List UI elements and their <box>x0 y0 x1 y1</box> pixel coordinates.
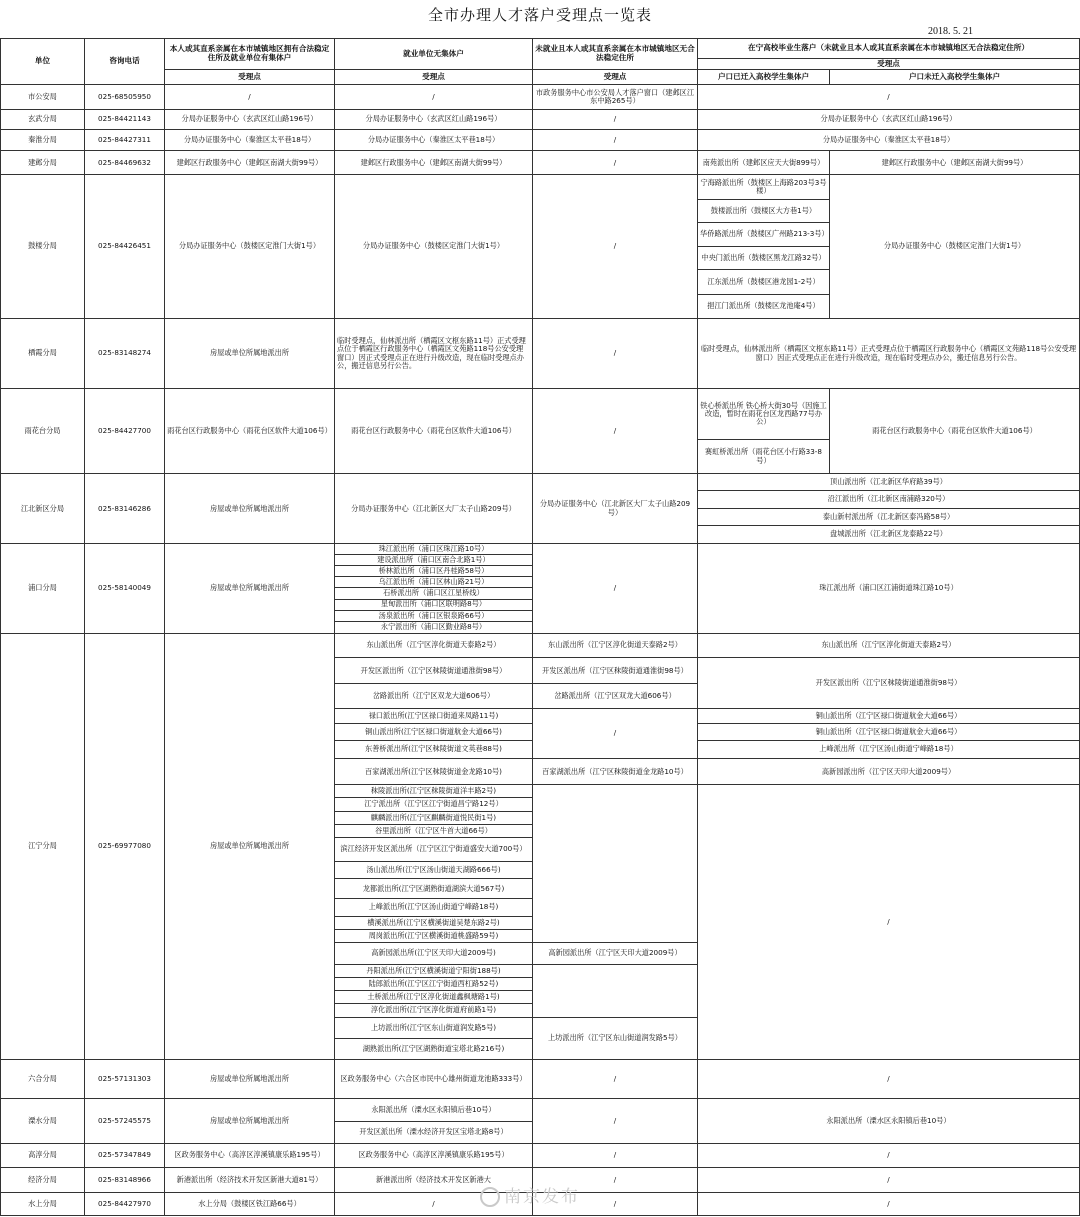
header-c4b: 户口未迁入高校学生集体户 <box>830 70 1080 85</box>
point-cell: 土桥派出所(江宁区淳化街道鑫枫塘路1号) <box>335 991 533 1004</box>
point-cell: 龙都派出所(江宁区湖熟街道湖滨大道567号) <box>335 879 533 899</box>
point-cell: 石桥派出所（浦口区江星桥线） <box>335 588 533 599</box>
header-c1-point: 受理点 <box>165 70 335 85</box>
point-cell: 赛虹桥派出所（雨花台区小行路33-8号） <box>698 439 830 473</box>
empty-cell: / <box>698 1060 1080 1099</box>
point-cell: 高新园派出所(江宁区天印大道2009号) <box>335 942 533 964</box>
point-cell: 汤泉派出所（浦口区银泉路66号） <box>335 610 533 621</box>
point-cell: 新港派出所（经济技术开发区新港大道81号） <box>165 1168 335 1193</box>
point-cell: 南苑派出所（建邺区应天大街899号） <box>698 151 830 175</box>
empty-cell <box>533 785 698 943</box>
point-cell: 雨花台区行政服务中心（雨花台区软件大道106号） <box>335 389 533 474</box>
empty-cell: / <box>698 85 1080 109</box>
unit-cell: 浦口分局 <box>1 543 85 633</box>
point-cell: 分局办证服务中心（秦淮区太平巷18号） <box>698 129 1080 150</box>
table-row <box>1 1060 1080 1099</box>
point-cell: 华侨路派出所（鼓楼区广州路213-3号） <box>698 222 830 246</box>
point-cell: 百家湖派出所(江宁区秣陵街道金龙路10号) <box>335 759 533 785</box>
point-cell: 分局办证服务中心（玄武区红山路196号） <box>165 109 335 129</box>
phone-cell: 025-84469632 <box>85 151 165 175</box>
phone-cell: 025-57347849 <box>85 1143 165 1167</box>
table-row <box>1 129 1080 150</box>
phone-cell: 025-84427700 <box>85 389 165 474</box>
point-cell: 珠江派出所（浦口区江浦街道珠江路10号） <box>698 543 1080 633</box>
point-cell: 分局办证服务中心（秦淮区太平巷18号） <box>165 129 335 150</box>
unit-cell: 江北新区分局 <box>1 474 85 544</box>
empty-cell: / <box>533 389 698 474</box>
point-cell: 东山派出所（江宁区淳化街道天泰路2号） <box>335 633 533 657</box>
point-cell: 滨江经济开发区派出所（江宁区江宁街道盛安大道700号） <box>335 837 533 861</box>
point-cell: 房屋或单位所属地派出所 <box>165 1060 335 1099</box>
table-row <box>1 474 1080 491</box>
point-cell: 开发区派出所（江宁区秣陵街道通淮街98号） <box>698 658 1080 709</box>
point-cell: 中央门派出所（鼓楼区黑龙江路32号） <box>698 247 830 270</box>
point-cell: 房屋或单位所属地派出所 <box>165 543 335 633</box>
phone-cell: 025-83148966 <box>85 1168 165 1193</box>
table-row <box>1 389 1080 440</box>
unit-cell: 雨花台分局 <box>1 389 85 474</box>
point-cell: 分局办证服务中心（江北新区大厂太子山路209号） <box>533 474 698 544</box>
point-cell: 永宁派出所（浦口区勤业路8号） <box>335 621 533 633</box>
point-cell: 房屋或单位所属地派出所 <box>165 633 335 1059</box>
point-cell: 永阳派出所（溧水区永阳镇后巷10号） <box>698 1099 1080 1143</box>
empty-cell: / <box>533 109 698 129</box>
unit-cell: 江宁分局 <box>1 633 85 1059</box>
empty-cell: / <box>533 708 698 758</box>
unit-cell: 栖霞分局 <box>1 318 85 389</box>
header-c4a: 户口已迁入高校学生集体户 <box>698 70 830 85</box>
point-cell: 江宁派出所（江宁区江宁街道昌宁路12号） <box>335 798 533 811</box>
point-cell: 上峰派出所(江宁区汤山街道宁峰路18号) <box>335 899 533 916</box>
empty-cell: / <box>335 1193 533 1216</box>
unit-cell: 鼓楼分局 <box>1 175 85 318</box>
point-cell: 房屋或单位所属地派出所 <box>165 474 335 544</box>
point-cell: 雨花台区行政服务中心（雨花台区软件大道106号） <box>830 389 1080 474</box>
phone-cell: 025-68505950 <box>85 85 165 109</box>
point-cell: 分局办证服务中心（江北新区大厂太子山路209号） <box>335 474 533 544</box>
point-cell: 岔路派出所（江宁区双龙大道606号） <box>533 684 698 708</box>
point-cell: 盘城派出所（江北新区龙泰路22号） <box>698 525 1080 543</box>
point-cell: 水上分局（鼓楼区铁江路66号） <box>165 1193 335 1216</box>
empty-cell: / <box>533 543 698 633</box>
point-cell: 岔路派出所（江宁区双龙大道606号） <box>335 684 533 708</box>
empty-cell: 铜山派出所（江宁区禄口街道航金大道66号） <box>698 708 1080 723</box>
point-cell: 桥林派出所（浦口区丹桂路58号） <box>335 566 533 577</box>
point-cell: 分局办证服务中心（秦淮区太平巷18号） <box>335 129 533 150</box>
empty-cell: / <box>533 1168 698 1193</box>
empty-cell: / <box>165 85 335 109</box>
point-cell: 分局办证服务中心（鼓楼区定淮门大街1号） <box>335 175 533 318</box>
point-cell: 建设派出所（浦口区南合北路1号） <box>335 555 533 566</box>
point-cell: 丹阳派出所(江宁区横溪街道宁阳街188号) <box>335 965 533 978</box>
unit-cell: 秦淮分局 <box>1 129 85 150</box>
table-row <box>1 633 1080 657</box>
point-cell: 星甸派出所（浦口区联明路8号） <box>335 599 533 610</box>
page-title: 全市办理人才落户受理点一览表 <box>427 6 652 24</box>
point-cell: 挹江门派出所（鼓楼区龙池庵4号） <box>698 294 830 318</box>
point-cell: 江东派出所（鼓楼区港龙园1-2号） <box>698 270 830 294</box>
unit-cell: 溧水分局 <box>1 1099 85 1143</box>
point-cell: 上峰派出所（江宁区汤山街道宁峰路18号） <box>698 740 1080 758</box>
header-unit: 单位 <box>1 39 85 85</box>
point-cell: 陆郎派出所(江宁区江宁街道西杠路52号) <box>335 978 533 991</box>
point-cell: 区政务服务中心（高淳区淳溪镇康乐路195号） <box>335 1143 533 1167</box>
table-row <box>1 318 1080 389</box>
empty-cell: / <box>533 1099 698 1143</box>
point-cell: 汤山派出所(江宁区汤山街道天湖路666号) <box>335 862 533 879</box>
table-row <box>1 151 1080 175</box>
point-cell: 开发区派出所（江宁区秣陵街道通淮街98号） <box>533 658 698 684</box>
point-cell: 临时受理点，仙林派出所（栖霞区文枢东路11号）正式受理点位于栖霞区行政服务中心（栖霞区文苑路118号公安受理窗口）因正式受理点正在进行升级改造，现在临时受理点办公，搬迁信息另行公告。 <box>698 318 1080 389</box>
table-row <box>1 1143 1080 1167</box>
point-cell: 铁心桥派出所 铁心桥大街30号（因施工改造，暂时在雨花台区龙西路77号办公） <box>698 389 830 440</box>
empty-cell: / <box>533 129 698 150</box>
table-row <box>1 85 1080 109</box>
unit-cell: 市公安局 <box>1 85 85 109</box>
empty-cell: / <box>698 1168 1080 1193</box>
point-cell: 东山派出所（江宁区淳化街道天泰路2号） <box>698 633 1080 657</box>
header-phone: 咨询电话 <box>85 39 165 85</box>
point-cell: 东山派出所（江宁区淳化街道天泰路2号） <box>533 633 698 657</box>
point-cell: 鼓楼派出所（鼓楼区大方巷1号） <box>698 199 830 222</box>
point-cell: 建邺区行政服务中心（建邺区南湖大街99号） <box>335 151 533 175</box>
point-cell: 泰山新村派出所（江北新区泰冯路58号） <box>698 508 1080 525</box>
point-cell: 高新园派出所（江宁区天印大道2009号） <box>698 759 1080 785</box>
point-cell: 高新园派出所（江宁区天印大道2009号） <box>533 942 698 964</box>
empty-cell: / <box>533 1193 698 1216</box>
point-cell: 上坊派出所（江宁区东山街道润发路5号） <box>533 1017 698 1059</box>
phone-cell: 025-84421143 <box>85 109 165 129</box>
header-c4: 在宁高校毕业生落户（未就业且本人或其直系亲属在本市城镇地区无合法稳定住所） <box>698 39 1080 59</box>
empty-cell <box>533 965 698 1018</box>
phone-cell: 025-84427970 <box>85 1193 165 1216</box>
point-cell: 湖熟派出所(江宁区湖熟街道宝塔北路216号) <box>335 1038 533 1059</box>
point-cell: 沿江派出所（江北新区南浦路320号） <box>698 491 1080 508</box>
phone-cell: 025-69977080 <box>85 633 165 1059</box>
unit-cell: 高淳分局 <box>1 1143 85 1167</box>
point-cell: 房屋或单位所属地派出所 <box>165 318 335 389</box>
empty-cell: / <box>533 318 698 389</box>
watermark <box>480 1182 580 1207</box>
header-c3: 未就业且本人或其直系亲属在本市城镇地区无合法稳定住所 <box>533 39 698 70</box>
table-row <box>1 1099 1080 1121</box>
table-row <box>1 175 1080 199</box>
table-row <box>1 543 1080 554</box>
empty-cell: / <box>698 785 1080 1060</box>
unit-cell: 经济分局 <box>1 1168 85 1193</box>
header-c2-point: 受理点 <box>335 70 533 85</box>
point-cell: 开发区派出所（江宁区秣陵街道通淮街98号） <box>335 658 533 684</box>
point-cell: 铜山派出所（江宁区禄口街道航金大道66号） <box>698 723 1080 740</box>
point-cell: 淳化派出所(江宁区淳化街道府前路1号) <box>335 1004 533 1017</box>
point-cell: 市政务服务中心市公安局人才落户窗口（建邺区江东中路265号） <box>533 85 698 109</box>
table-row <box>1 109 1080 129</box>
point-cell: 谷里派出所（江宁区牛首大道66号） <box>335 824 533 837</box>
point-cell: 开发区派出所（溧水经济开发区宝塔北路8号） <box>335 1121 533 1143</box>
empty-cell: / <box>335 85 533 109</box>
point-cell: 顶山派出所（江北新区华府路39号） <box>698 474 1080 491</box>
point-cell: 东善桥派出所(江宁区秣陵街道文英巷88号) <box>335 740 533 758</box>
watermark-text: 南京发布 <box>504 1187 580 1207</box>
point-cell: 永阳派出所（溧水区永阳镇后巷10号） <box>335 1099 533 1121</box>
point-cell: 分局办证服务中心（玄武区红山路196号） <box>698 109 1080 129</box>
phone-cell: 025-58140049 <box>85 543 165 633</box>
phone-cell: 025-83146286 <box>85 474 165 544</box>
point-cell: 宁海路派出所（鼓楼区上海路203号3号楼） <box>698 175 830 199</box>
point-cell: 百家湖派出所（江宁区秣陵街道金龙路10号） <box>533 759 698 785</box>
point-cell: 周岗派出所(江宁区横溪街道桃盛路59号) <box>335 929 533 942</box>
empty-cell: / <box>698 1143 1080 1167</box>
point-cell: 分局办证服务中心（玄武区红山路196号） <box>335 109 533 129</box>
point-cell: 区政务服务中心（高淳区淳溪镇康乐路195号） <box>165 1143 335 1167</box>
point-cell: 房屋或单位所属地派出所 <box>165 1099 335 1143</box>
empty-cell: / <box>533 175 698 318</box>
point-cell: 乌江派出所（浦口区林山路21号） <box>335 577 533 588</box>
header-c2: 就业单位无集体户 <box>335 39 533 70</box>
point-cell: 区政务服务中心（六合区市民中心雄州街道龙池路333号） <box>335 1060 533 1099</box>
unit-cell: 水上分局 <box>1 1193 85 1216</box>
point-cell: 分局办证服务中心（鼓楼区定淮门大街1号） <box>165 175 335 318</box>
header-c3-point: 受理点 <box>533 70 698 85</box>
point-cell: 横溪派出所(江宁区横溪街道吴楚东路2号) <box>335 916 533 929</box>
date-label: 2018. 5. 21 <box>928 26 973 37</box>
phone-cell: 025-57131303 <box>85 1060 165 1099</box>
point-cell: 临时受理点，仙林派出所（栖霞区文枢东路11号）正式受理点位于栖霞区行政服务中心（栖霞区文苑路118号公安受理窗口）因正式受理点正在进行升级改造，现在临时受理点办公，搬迁信息另行公告。 <box>335 318 533 389</box>
point-cell: 麒麟派出所(江宁区麒麟街道悦民街1号) <box>335 811 533 824</box>
empty-cell: / <box>533 151 698 175</box>
phone-cell: 025-84426451 <box>85 175 165 318</box>
phone-cell: 025-84427311 <box>85 129 165 150</box>
point-cell: 建邺区行政服务中心（建邺区南湖大街99号） <box>165 151 335 175</box>
point-cell: 禄口派出所(江宁区禄口街道来凤路11号) <box>335 708 533 723</box>
point-cell: 新港派出所（经济技术开发区新港大 <box>335 1168 533 1193</box>
header-c1: 本人或其直系亲属在本市城镇地区拥有合法稳定住所及就业单位有集体户 <box>165 39 335 70</box>
point-cell: 秣陵派出所(江宁区秣陵街道洋丰路2号) <box>335 785 533 798</box>
point-cell: 雨花台区行政服务中心（雨花台区软件大道106号） <box>165 389 335 474</box>
point-cell: 珠江派出所（浦口区珠江路10号） <box>335 543 533 554</box>
point-cell: 铜山派出所(江宁区禄口街道航金大道66号) <box>335 723 533 740</box>
phone-cell: 025-57245575 <box>85 1099 165 1143</box>
empty-cell: / <box>533 1143 698 1167</box>
header-c4-point: 受理点 <box>698 59 1080 70</box>
empty-cell: / <box>698 1193 1080 1216</box>
unit-cell: 建邺分局 <box>1 151 85 175</box>
unit-cell: 玄武分局 <box>1 109 85 129</box>
unit-cell: 六合分局 <box>1 1060 85 1099</box>
phone-cell: 025-83148274 <box>85 318 165 389</box>
empty-cell: / <box>533 1060 698 1099</box>
weibo-icon <box>480 1187 500 1207</box>
point-cell: 分局办证服务中心（鼓楼区定淮门大街1号） <box>830 175 1080 318</box>
acceptance-points-table <box>0 38 1080 1216</box>
point-cell: 建邺区行政服务中心（建邺区南湖大街99号） <box>830 151 1080 175</box>
point-cell: 上坊派出所(江宁区东山街道润发路5号) <box>335 1017 533 1038</box>
